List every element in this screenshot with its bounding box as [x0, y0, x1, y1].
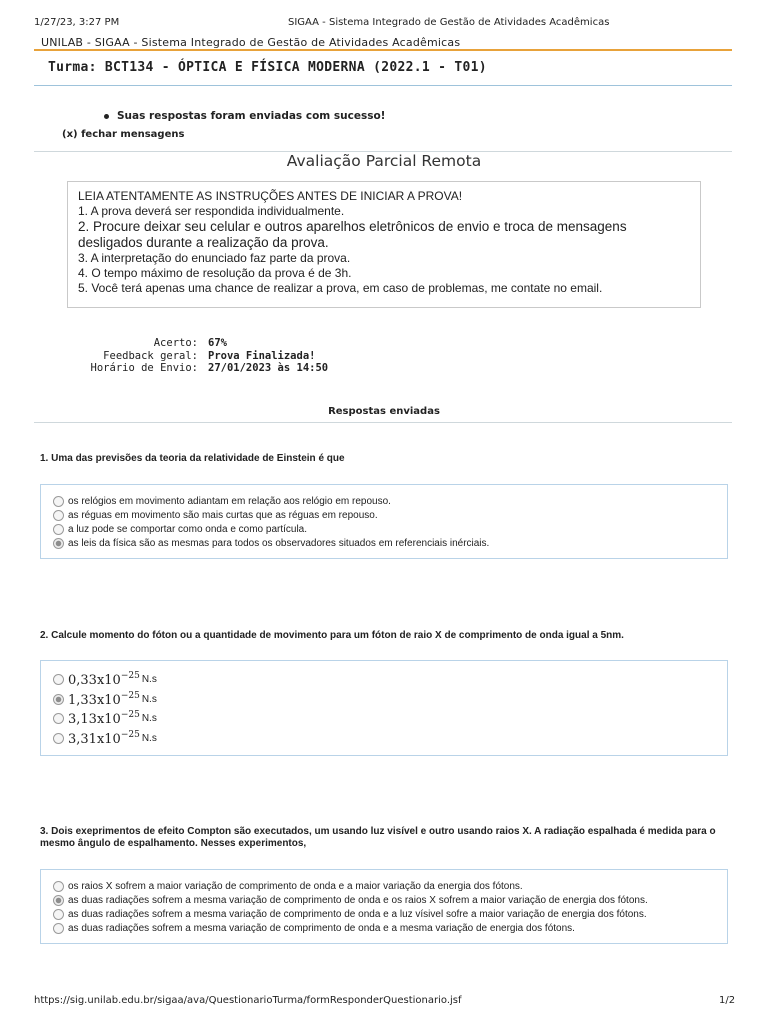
bullet-icon [104, 114, 109, 119]
option-exponent: −25 [120, 671, 140, 682]
question-3-text: 3. Dois exeprimentos de efeito Compton são executados, um usando luz visível e outro usando raios X. A radiação espalhada é medida para o mesmo ângulo de espalhamento. Nesses experimentos, [40, 826, 716, 849]
radio-button-selected[interactable] [53, 694, 64, 705]
instruction-line: LEIA ATENTAMENTE AS INSTRUÇÕES ANTES DE INICIAR A PROVA! [78, 189, 463, 203]
option-exponent: −25 [120, 690, 140, 701]
instructions-box [67, 181, 701, 308]
success-message [104, 110, 385, 122]
radio-button[interactable] [53, 524, 64, 535]
radio-button[interactable] [53, 510, 64, 521]
option[interactable] [53, 893, 727, 907]
horario-label: Horário de Envio: [90, 362, 198, 374]
question-2-options [40, 660, 728, 756]
radio-button[interactable] [53, 733, 64, 744]
assessment-title: Avaliação Parcial Remota [286, 152, 482, 170]
acerto-label: Acerto: [153, 337, 198, 349]
option[interactable] [53, 729, 727, 749]
option-mantissa: 3,31x10 [68, 731, 121, 747]
option-unit: N.s [141, 674, 157, 686]
question-1-text: 1. Uma das previsões da teoria da relatividade de Einstein é que [40, 453, 345, 464]
responses-divider [34, 422, 732, 423]
option-unit: N.s [141, 713, 157, 725]
option-label: as duas radiações sofrem a mesma variação de comprimento de onda e os raios X sofrem a maior variação de energia dos fótons. [68, 894, 648, 906]
radio-button[interactable] [53, 496, 64, 507]
option[interactable] [53, 690, 727, 710]
question-1-options [40, 484, 728, 559]
close-messages-link[interactable]: (x) fechar mensagens [62, 129, 185, 140]
option-math [68, 691, 140, 708]
feedback-value: Prova Finalizada! [208, 349, 316, 362]
option-label: os raios X sofrem a maior variação de comprimento de onda e a maior variação da energia dos fótons. [68, 880, 523, 892]
radio-button[interactable] [53, 674, 64, 685]
horario-value: 27/01/2023 às 14:50 [208, 362, 329, 374]
radio-button[interactable] [53, 923, 64, 934]
option[interactable] [53, 921, 727, 935]
radio-button-selected[interactable] [53, 538, 64, 549]
instruction-line: 2. Procure deixar seu celular e outros aparelhos eletrônicos de envio e troca de mensagens desligados durante a realização da prova. [78, 219, 627, 250]
option-mantissa: 1,33x10 [68, 692, 121, 708]
option[interactable] [53, 508, 727, 522]
option-label: as réguas em movimento são mais curtas que as réguas em repouso. [68, 509, 378, 521]
option-mantissa: 3,13x10 [68, 712, 121, 728]
option-label: as leis da física são as mesmas para todos os observadores situados em referenciais inérciais. [68, 537, 490, 549]
option[interactable] [53, 670, 727, 690]
option-math [68, 730, 140, 747]
radio-button[interactable] [53, 713, 64, 724]
option[interactable] [53, 494, 727, 508]
radio-button[interactable] [53, 909, 64, 920]
success-message-text: Suas respostas foram enviadas com sucesso! [117, 110, 386, 122]
option-math [68, 671, 140, 688]
instruction-line: 3. A interpretação do enunciado faz parte da prova. [78, 251, 351, 265]
option[interactable] [53, 536, 727, 550]
option-label: as duas radiações sofrem a mesma variação de comprimento de onda e a luz vísivel sofre a maior variação de energia dos fótons. [68, 908, 647, 920]
option-unit: N.s [141, 732, 157, 744]
acerto-value: 67% [208, 337, 227, 349]
radio-button-selected[interactable] [53, 895, 64, 906]
question-3-options [40, 869, 728, 944]
result-summary [60, 337, 328, 375]
option-label: as duas radiações sofrem a mesma variação de comprimento de onda e a mesma variação de energia dos fótons. [68, 922, 575, 934]
instruction-line: 1. A prova deverá ser respondida individualmente. [78, 204, 345, 218]
option[interactable] [53, 879, 727, 893]
header-divider [34, 49, 732, 51]
option-math [68, 710, 140, 727]
app-title: UNILAB - SIGAA - Sistema Integrado de Gestão de Atividades Acadêmicas [41, 36, 461, 49]
question-2-text: 2. Calcule momento do fóton ou a quantidade de movimento para um fóton de raio X de comprimento de onda igual a 5nm. [40, 630, 624, 641]
option-exponent: −25 [120, 729, 140, 740]
option[interactable] [53, 522, 727, 536]
option-mantissa: 0,33x10 [68, 673, 121, 689]
option-unit: N.s [141, 693, 157, 705]
instruction-line: 5. Você terá apenas uma chance de realizar a prova, em caso de problemas, me contate no email. [78, 281, 603, 295]
footer-url: https://sig.unilab.edu.br/sigaa/ava/QuestionarioTurma/formResponderQuestionario.jsf [34, 995, 462, 1006]
print-page-title: SIGAA - Sistema Integrado de Gestão de Atividades Acadêmicas [288, 17, 610, 28]
option-label: a luz pode se comportar como onda e como partícula. [68, 523, 308, 535]
radio-button[interactable] [53, 881, 64, 892]
option-exponent: −25 [120, 710, 140, 721]
feedback-label: Feedback geral: [103, 349, 198, 362]
option[interactable] [53, 907, 727, 921]
footer-page-number: 1/2 [719, 995, 736, 1006]
print-datetime: 1/27/23, 3:27 PM [34, 17, 120, 28]
option-label: os relógios em movimento adiantam em relação aos relógio em repouso. [68, 495, 391, 507]
title-divider [34, 85, 732, 86]
option[interactable] [53, 709, 727, 729]
page-title: Turma: BCT134 - ÓPTICA E FÍSICA MODERNA (2022.1 - T01) [48, 60, 487, 75]
responses-title: Respostas enviadas [328, 406, 440, 417]
instruction-line: 4. O tempo máximo de resolução da prova é de 3h. [78, 266, 352, 280]
